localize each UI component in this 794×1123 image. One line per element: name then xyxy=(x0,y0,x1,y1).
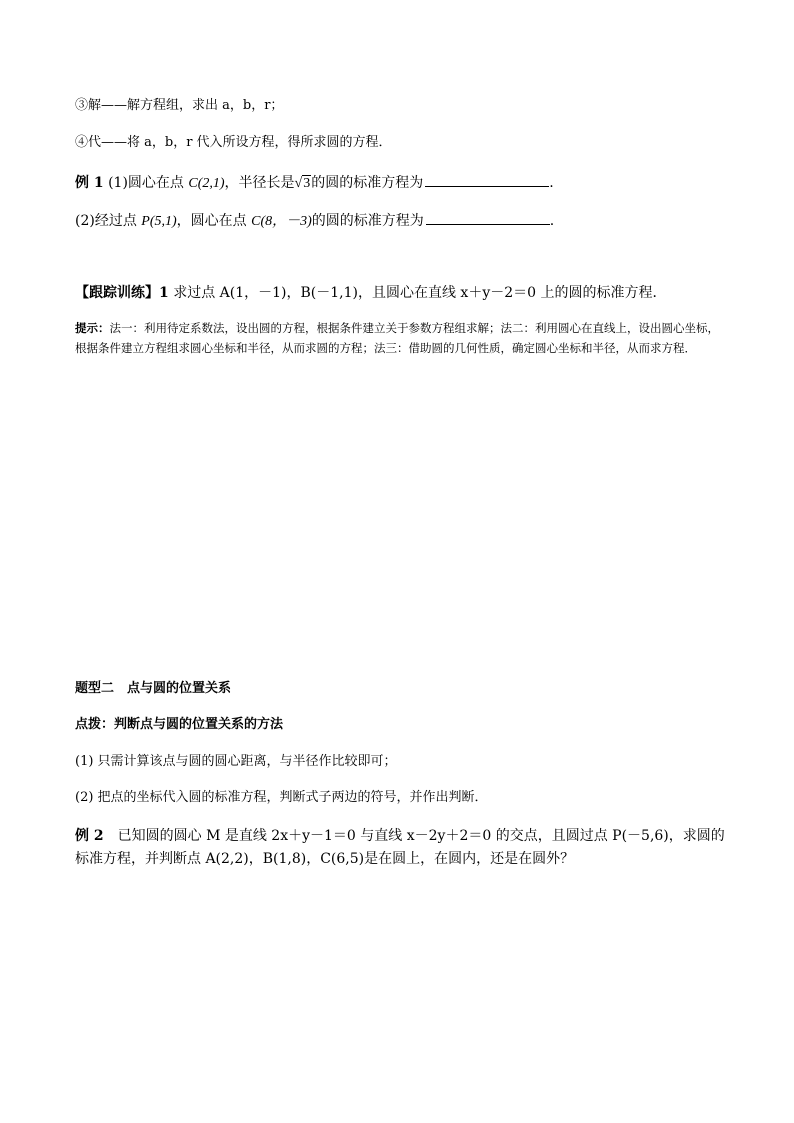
example-1-p2-text-a: (2)经过点 xyxy=(75,213,142,229)
example-2-text: 已知圆的圆心 M 是直线 2x＋y－1＝0 与直线 x－2y＋2＝0 的交点，且圆过点 P(－5,6)，求圆的标准方程，并判断点 A(2,2)，B(1,8)，C(6,5)是在圆上，在圆内，还是在圆外？ xyxy=(75,828,725,867)
example-1-text-c: 的圆的标准方程为 xyxy=(311,175,424,191)
example-1-label: 例 1 xyxy=(75,175,104,191)
answer-blank-1[interactable] xyxy=(425,173,549,187)
example-1-text-a: (1)圆心在点 xyxy=(108,175,189,191)
answer-blank-2[interactable] xyxy=(426,211,550,225)
step-4: ④代——将 a，b，r 代入所设方程，得所求圆的方程． xyxy=(75,135,392,150)
example-1-end: . xyxy=(549,175,554,191)
section-2-title: 题型二 点与圆的位置关系 xyxy=(75,681,232,696)
example-2 xyxy=(75,825,725,871)
section-2-item-2: (2) 把点的坐标代入圆的标准方程，判断式子两边的符号，并作出判断． xyxy=(75,790,488,805)
sqrt-symbol: √3 xyxy=(294,176,311,191)
section-2-tip: 点拨：判断点与圆的位置关系的方法 xyxy=(75,717,284,732)
practice-label: 【跟踪训练】1 xyxy=(75,285,169,301)
example-2-label: 例 2 xyxy=(75,828,104,844)
hint-text: 法一：利用待定系数法，设出圆的方程，根据条件建立关于参数方程组求解；法二：利用圆心在直线上，设出圆心坐标，根据条件建立方程组求圆心坐标和半径，从而求圆的方程；法三：借助圆的几何性质，确定圆心坐标和半径，从而求方程． xyxy=(75,321,719,355)
hint-label: 提示： xyxy=(75,321,110,335)
section-2-item-1: (1) 只需计算该点与圆的圆心距离，与半径作比较即可； xyxy=(75,754,397,769)
example-1-p2-text-b: ，圆心在点 xyxy=(176,213,252,229)
example-1-p2-point-c: C(8，－3) xyxy=(251,214,312,229)
example-1-p2-text-c: 的圆的标准方程为 xyxy=(311,213,424,229)
example-1-p2-point-p: P(5,1) xyxy=(141,214,177,229)
example-1-text-b: ，半径长是 xyxy=(224,175,295,191)
step-3: ③解——解方程组，求出 a，b，r； xyxy=(75,98,284,113)
practice-question xyxy=(75,284,667,302)
example-1-point: C(2,1) xyxy=(188,176,225,191)
example-1-p2-end: . xyxy=(549,213,555,229)
practice-text: 求过点 A(1，－1)，B(－1,1)，且圆心在直线 x＋y－2＝0 上的圆的标准方程． xyxy=(168,285,667,301)
example-1-part-2 xyxy=(75,211,554,231)
practice-hint xyxy=(75,318,723,358)
sqrt-radicand: 3 xyxy=(303,176,311,191)
example-1-part-1 xyxy=(75,173,554,193)
